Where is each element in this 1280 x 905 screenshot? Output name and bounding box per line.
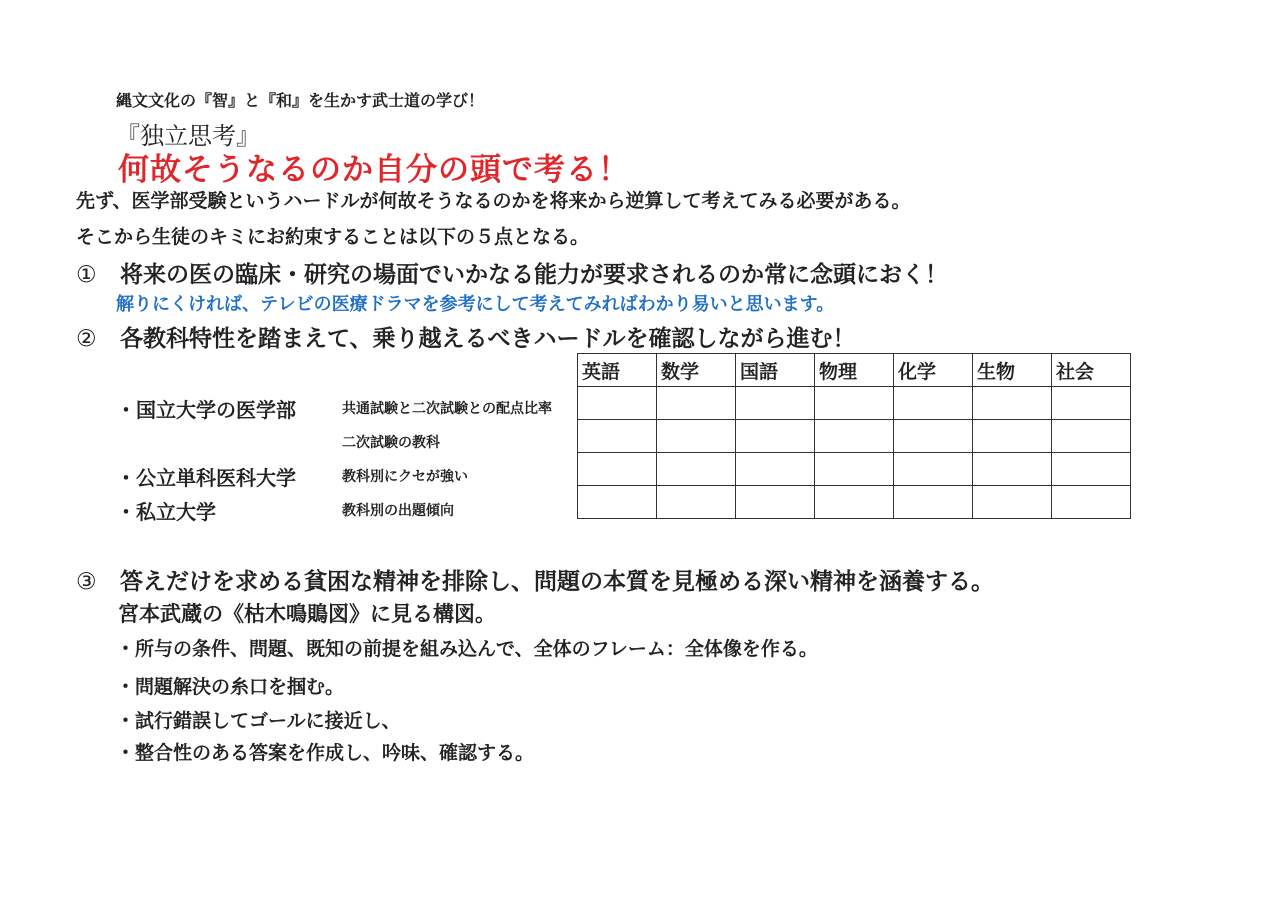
table-row — [578, 387, 1131, 420]
headline: 何故そうなるのか自分の頭で考る！ — [118, 152, 630, 188]
subject-chemistry: 化学 — [894, 354, 973, 387]
table-cell — [1052, 486, 1131, 519]
subject-table — [577, 353, 1131, 519]
table-cell — [815, 453, 894, 486]
table-cell — [657, 486, 736, 519]
point-3-sub: 宮本武蔵の《枯木鳴鵙図》に見る構図。 — [118, 602, 496, 626]
point-2-number: ② — [76, 326, 97, 352]
subject-english: 英語 — [578, 354, 657, 387]
university-private: ・私立大学 — [116, 500, 216, 524]
table-cell — [894, 387, 973, 420]
note-second-exam-subjects: 二次試験の教科 — [342, 435, 440, 451]
table-cell — [657, 387, 736, 420]
table-cell — [973, 486, 1052, 519]
table-cell — [736, 420, 815, 453]
intro-line-2: そこから生徒のキミにお約束することは以下の５点となる。 — [76, 226, 590, 248]
table-cell — [736, 486, 815, 519]
point-1-number: ① — [76, 262, 97, 288]
table-cell — [578, 387, 657, 420]
table-cell — [973, 420, 1052, 453]
subject-social: 社会 — [1052, 354, 1131, 387]
bullet-item: ・整合性のある答案を作成し、吟味、確認する。 — [116, 742, 535, 764]
table-cell — [973, 387, 1052, 420]
subject-biology: 生物 — [973, 354, 1052, 387]
table-row — [578, 453, 1131, 486]
point-1-text: 将来の医の臨床・研究の場面でいかなる能力が要求されるのか常に念頭におく！ — [120, 262, 948, 288]
table-cell — [1052, 387, 1131, 420]
note-question-trends: 教科別の出題傾向 — [342, 503, 454, 519]
concept-title: 『独立思考』 — [116, 122, 260, 150]
table-cell — [894, 420, 973, 453]
table-cell — [1052, 453, 1131, 486]
point-2-text: 各教科特性を踏まえて、乗り越えるべきハードルを確認しながら進む！ — [120, 326, 856, 352]
university-national: ・国立大学の医学部 — [116, 398, 296, 422]
note-subject-quirks: 教科別にクセが強い — [342, 469, 468, 485]
subject-header-row — [578, 354, 1131, 387]
bullet-item: ・所与の条件、問題、既知の前提を組み込んで、全体のフレーム：全体像を作る。 — [116, 638, 818, 660]
point-1-hint: 解りにくければ、テレビの医療ドラマを参考にして考えてみればわかり易いと思います。 — [116, 294, 835, 315]
subject-japanese: 国語 — [736, 354, 815, 387]
table-cell — [815, 486, 894, 519]
table-cell — [578, 453, 657, 486]
table-cell — [894, 486, 973, 519]
note-score-ratio: 共通試験と二次試験との配点比率 — [342, 401, 552, 417]
point-3-number: ③ — [76, 569, 97, 595]
table-cell — [894, 453, 973, 486]
table-cell — [657, 420, 736, 453]
bullet-item: ・試行錯誤してゴールに接近し、 — [116, 710, 401, 732]
point-2 — [76, 320, 856, 353]
subject-physics: 物理 — [815, 354, 894, 387]
intro-line-1: 先ず、医学部受験というハードルが何故そうなるのかを将来から逆算して考えてみる必要がある。 — [76, 190, 911, 212]
point-3-text: 答えだけを求める貧困な精神を排除し、問題の本質を見極める深い精神を涵養する。 — [120, 569, 994, 595]
table-cell — [736, 453, 815, 486]
table-cell — [1052, 420, 1131, 453]
table-cell — [578, 420, 657, 453]
point-3 — [76, 563, 994, 596]
point-1 — [76, 256, 948, 289]
bullet-item: ・問題解決の糸口を掴む。 — [116, 676, 345, 698]
subtitle: 縄文文化の『智』と『和』を生かす武士道の学び！ — [116, 91, 485, 110]
table-cell — [657, 453, 736, 486]
subject-math: 数学 — [657, 354, 736, 387]
table-cell — [578, 486, 657, 519]
table-cell — [815, 420, 894, 453]
university-public: ・公立単科医科大学 — [116, 466, 296, 490]
table-cell — [973, 453, 1052, 486]
table-cell — [815, 387, 894, 420]
table-row — [578, 420, 1131, 453]
table-cell — [736, 387, 815, 420]
table-row — [578, 486, 1131, 519]
